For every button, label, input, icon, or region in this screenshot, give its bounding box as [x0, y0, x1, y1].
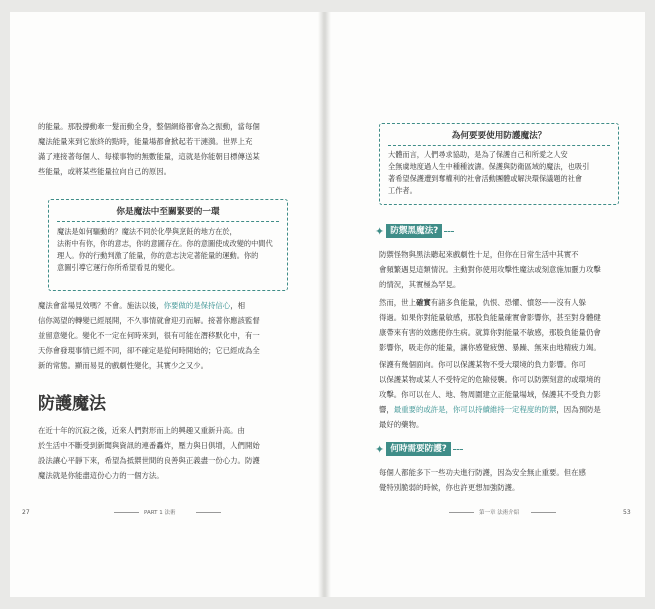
left-intro-line: 的能量。那股撐動牽一髮而動全身，整個網絡都會為之振動，當每個 — [38, 122, 260, 131]
left-body-line: 於生活中不斷受到新聞與資訊的連番轟炸，壓力與日俱增，人們開始 — [38, 441, 260, 450]
callout-line: 魔法是如何驅動的？魔法不同於化學與烹飪的地方在於， — [57, 227, 237, 236]
right-body-line: 保護有幾個面向。你可以保護某物不受大環境的負力影響。你可 — [379, 360, 586, 369]
right-body-line: 影響你，吸走你的能量，讓你感覺疲憊、暴躁、無來由地精疲力竭。 — [379, 343, 601, 352]
highlight-text: 最重要的或許是，你可以持續維持一定程度的防禦 — [393, 405, 557, 414]
callout-line: 工作者。 — [388, 186, 417, 195]
callout-divider — [388, 145, 610, 146]
subheading — [375, 224, 454, 238]
right-body-line: 每個人都能多下一些功夫進行防護，因為安全無止重要。但在感 — [379, 468, 586, 477]
left-body-line: 並留意變化。變化不一定在何時來到，很有可能在潛移默化中，有一 — [38, 331, 260, 340]
callout-line: 大體而言，人們尋求協助，是為了保護自己和所愛之人安 — [388, 150, 568, 159]
right-body-line: 的情況，其實極為罕見。 — [379, 280, 461, 289]
right-body-line: 會頻繁遇見這類情況。主動對你使用攻擊性魔法或刻意施加靈力攻擊 — [379, 265, 601, 274]
running-footer: PART 1 法術 — [144, 510, 176, 516]
page-number: 53 — [623, 509, 631, 516]
footer-rule — [449, 512, 474, 513]
subheading-dash — [444, 231, 454, 232]
right-body-line: 響，最重要的或許是，你可以持續維持一定程度的防禦，因為預防是 — [379, 405, 601, 414]
subheading-label: 何時需要防護? — [386, 442, 451, 456]
right-body-line: 防禦怪物與黑法聽起來戲劇性十足，但你在日常生活中其實不 — [379, 250, 579, 259]
right-body-line: 攻擊。你可以在人、地、物周圍建立正能量場域，保護其不受負力影 — [379, 390, 601, 399]
right-body-line: 最好的藥物。 — [379, 420, 424, 429]
left-intro-line: 滿了連接著每個人、每樣事物的無數能量，這就是你能朝目標傳送某 — [38, 152, 260, 161]
callout-divider — [57, 221, 279, 222]
callout-line: 全無虞地度過人生中種種波濤。保護與防衛區域的魔法，也吸引 — [388, 162, 590, 171]
callout-line: 著希望保護遭到奪權利的社會活動團體或解決環保議題的社會 — [388, 174, 583, 183]
left-intro-line: 些能量，或將某些能量拉向自己的原因。 — [38, 167, 172, 176]
left-body-line: 魔法就是你能盡這份心力的一個方法。 — [38, 471, 164, 480]
right-body-line: 覺特別脆弱的時候，你也許更想加強防護。 — [379, 483, 520, 492]
callout-box-right — [379, 123, 619, 205]
footer-rule — [531, 512, 556, 513]
left-intro-line: 魔法能量來到它旅終的點時，能量場都會掀起若干漣漪。世界上充 — [38, 137, 253, 146]
callout-line: 意圖引導它運行你所希望看見的變化。 — [57, 263, 180, 272]
left-body-line: 在近十年的沉寂之後，近來人們對形而上的興趣又重新升高。由 — [38, 426, 245, 435]
callout-box-left — [48, 199, 288, 291]
left-page — [10, 12, 318, 597]
callout-line: 法術中有你，你的意志，你的意圖存在。你的意圖使成改變的中間代 — [57, 239, 273, 248]
right-page — [331, 12, 645, 597]
left-body-line: 信你渴望的轉變已經展開，不久事情就會迎刃而解。接著你應該監督 — [38, 316, 260, 325]
left-body-line: 天你會發現事情已經不同，卻不確定是從何時開始的；它已經成為全 — [38, 346, 260, 355]
right-body-line: 以保護某物或某人不受特定的危險侵襲。你可以防禦刻意的或環境的 — [379, 375, 601, 384]
subheading — [375, 442, 463, 456]
footer-rule — [196, 512, 221, 513]
sparkle-icon: ✦ — [375, 442, 385, 456]
book-gutter — [318, 12, 331, 597]
callout-title: 為何要要使用防護魔法？ — [451, 131, 547, 141]
callout-title: 你是魔法中至關緊要的一環 — [116, 207, 220, 217]
running-footer: 第一章 法術介紹 — [479, 510, 520, 516]
right-body-line: 然而，世上確實有諸多負能量，仇恨、恐懼、憤怒——沒有人躲 — [379, 298, 586, 307]
left-body-line: 魔法會當場見效嗎？不會。施法以後，你要做的是保持信心，相 — [38, 301, 245, 310]
emphasis-text: 確實 — [415, 298, 431, 307]
section-heading: 防護魔法 — [38, 394, 106, 414]
highlight-text: 你要做的是保持信心 — [163, 301, 231, 310]
right-body-line: 康帶來有害的效應使你生病。就算你對能量不敏感，那股負能量仍會 — [379, 328, 601, 337]
left-body-line: 設法讓心平靜下來，希望為抵禦世間的良善與正義盡一份心力。防護 — [38, 456, 260, 465]
subheading-label: 防禦黑魔法? — [386, 224, 442, 238]
right-body-line: 得過。如果你對能量敏感，那股負能量確實會影響你，甚至對身體健 — [379, 313, 601, 322]
subheading-dash — [453, 449, 463, 450]
footer-rule — [114, 512, 139, 513]
left-body-line: 新的常態。顯而易見的戲劇性變化，其實少之又少。 — [38, 361, 208, 370]
callout-line: 理人。你的行動判激了能量，你的意志決定著能量的運動。你的 — [57, 251, 259, 260]
sparkle-icon: ✦ — [375, 224, 385, 238]
page-number: 27 — [22, 509, 30, 516]
